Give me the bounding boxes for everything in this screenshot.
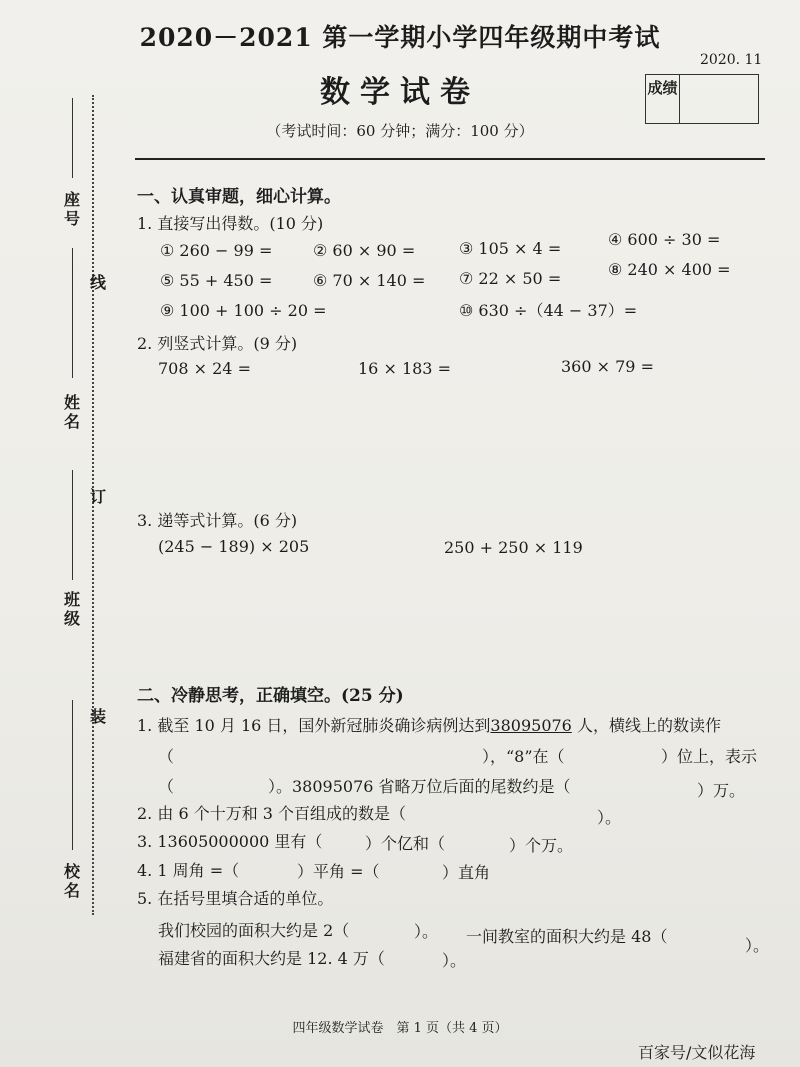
s2-q5-c: 一间教室的面积大约是 48（: [466, 927, 668, 946]
q1-item: ⑧ 240 × 400 =: [608, 260, 731, 279]
s2-q1-line2-end: ）位上，表示: [661, 747, 758, 766]
score-box: [645, 74, 759, 124]
name-blank-line: [72, 248, 73, 378]
q3-item: 250 + 250 × 119: [444, 538, 583, 557]
seat-blank-line: [72, 98, 73, 178]
s2-q5-f: ）。: [442, 951, 467, 970]
s2-q5-title: 5. 在括号里填合适的单位。: [137, 889, 334, 908]
q3-item: (245 − 189) × 205: [158, 537, 310, 556]
s2-q1-line3-end: ）万。: [697, 781, 746, 800]
s2-q5-d: ）。: [745, 936, 770, 955]
q3-title: 3. 递等式计算。(6 分): [137, 511, 298, 530]
s2-q1-text-end: 人，横线上的数读作: [576, 716, 721, 735]
q1-item: ⑦ 22 × 50 =: [459, 269, 562, 288]
s2-q4-a: 4. 1 周角 =（: [137, 861, 240, 880]
school-blank-line: [72, 700, 73, 850]
s2-q1-text: 1. 截至 10 月 16 日，国外新冠肺炎确诊病例达到: [137, 716, 491, 735]
page-footer: 四年级数学试卷 第 1 页（共 4 页）: [292, 1021, 508, 1036]
q2-item: 16 × 183 =: [358, 359, 451, 378]
bind-label: 装: [89, 707, 106, 726]
s2-q1-line1: [137, 713, 721, 736]
order-label: 订: [89, 487, 106, 506]
s2-q1-line2-mid: ），“8”在（: [482, 747, 565, 766]
blank-paren: （: [158, 777, 175, 796]
q2-title: 2. 列竖式计算。(9 分): [137, 334, 298, 353]
section1-heading: 一、认真审题，细心计算。: [137, 187, 341, 207]
name-label: 姓名: [63, 393, 80, 431]
q1-item: ⑨ 100 + 100 ÷ 20 =: [160, 301, 327, 320]
watermark: 百家号/文似花海: [638, 1043, 756, 1062]
q2-item: 360 × 79 =: [561, 357, 654, 376]
s2-q1-line3-mid: ）。38095076 省略万位后面的尾数约是（: [268, 777, 571, 796]
school-label: 校名: [63, 862, 80, 900]
score-label: 成绩: [646, 75, 680, 123]
q1-title: 1. 直接写出得数。(10 分): [137, 214, 324, 233]
s2-q1-number: 38095076: [490, 716, 572, 735]
line-label: 线: [89, 273, 106, 292]
exam-title: 2020－2021 第一学期小学四年级期中考试: [139, 23, 661, 52]
q1-item: ② 60 × 90 =: [313, 241, 416, 260]
s2-q2: 2. 由 6 个十万和 3 个百组成的数是（: [137, 804, 407, 823]
q1-item: ⑥ 70 × 140 =: [313, 271, 426, 290]
s2-q4-b: ）平角 =（: [297, 862, 380, 881]
s2-q4-c: ）直角: [442, 863, 491, 882]
exam-info: （考试时间：60 分钟；满分：100 分）: [266, 122, 534, 140]
s2-q5-a: 我们校园的面积大约是 2（: [158, 921, 350, 940]
class-blank-line: [72, 470, 73, 580]
q1-item: ① 260 − 99 =: [160, 241, 273, 260]
q1-item: ⑤ 55 + 450 =: [160, 271, 273, 290]
blank-paren: （: [158, 747, 175, 766]
header-divider: [135, 158, 765, 160]
q1-item: ③ 105 × 4 =: [459, 239, 562, 258]
s2-q2-end: ）。: [597, 808, 622, 827]
seat-label: 座号: [63, 190, 80, 228]
s2-q3-a: 3. 13605000000 里有（: [137, 832, 323, 851]
q2-item: 708 × 24 =: [158, 359, 251, 378]
class-label: 班级: [63, 590, 80, 628]
q1-item: ⑩ 630 ÷（44 − 37）=: [459, 301, 638, 320]
s2-q5-b: ）。: [414, 922, 439, 941]
s2-q3-c: ）个万。: [509, 836, 574, 855]
s2-q3-b: ）个亿和（: [365, 834, 446, 853]
s2-q5-e: 福建省的面积大约是 12. 4 万（: [158, 949, 385, 968]
exam-subject-title: 数学试卷: [320, 75, 480, 110]
exam-date: 2020. 11: [700, 52, 763, 68]
section2-heading: 二、冷静思考，正确填空。(25 分): [137, 686, 404, 706]
q1-item: ④ 600 ÷ 30 =: [608, 230, 721, 249]
